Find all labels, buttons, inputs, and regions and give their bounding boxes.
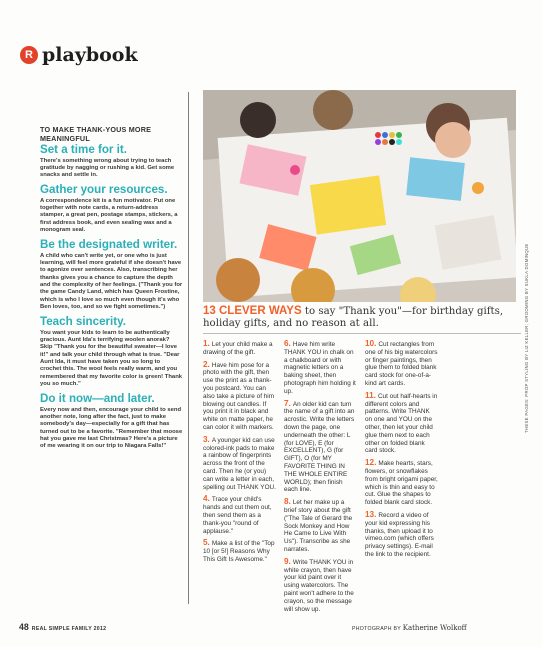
item-text: Have him write THANK YOU in chalk on a chalkboard or with magnetic letters on a baking sheet, then photograph him holding it up. <box>284 341 356 395</box>
tip-section <box>40 239 183 311</box>
item-number: 2. <box>203 359 210 369</box>
tip-title: Teach sincerity. <box>40 315 126 329</box>
item-number: 6. <box>284 339 291 348</box>
list-item <box>365 392 438 455</box>
item-number: 5. <box>203 538 210 548</box>
list-headline <box>203 305 521 330</box>
list-item <box>284 498 357 554</box>
section-header <box>20 42 138 68</box>
headline-rest: to say "Thank you"—for birthday gifts, holiday gifts, and no reason at all. <box>203 306 504 329</box>
photographer-name: Katherine Wolkoff <box>402 624 467 632</box>
item-text: Let her make up a brief story about the gift ("The Tale of Gerard the Sock Monkey and How He Came to Live With Us"). Transcribe as she narrates. <box>284 499 353 553</box>
list-item <box>203 361 276 432</box>
item-text: Trace your child's hands and cut them out, then send them as a thank-you "round of applause." <box>203 496 272 535</box>
sidebar-intro: TO MAKE THANK-YOUS MORE MEANINGFUL <box>40 125 152 143</box>
item-number: 3. <box>203 434 210 444</box>
side-credit: THESE PAGES: PROP STYLING BY LIZ KELLER; GROOMING BY SUKLA DOMINQUE <box>524 243 529 433</box>
item-number: 13. <box>365 509 377 519</box>
tip-section <box>40 393 183 450</box>
photo-illustration <box>203 90 516 302</box>
item-number: 11. <box>365 390 376 400</box>
ways-column-3 <box>365 340 438 563</box>
item-text: Have him pose for a photo with the gift, then use the print as a thank-you postcard. You can also take a picture of him blowing out candles. If you print it in black and white on matte paper, he can color it with markers. <box>203 361 275 431</box>
item-text: Make hearts, stars, flowers, or snowflakes from bright origami paper, which is thin and easy to cut. Glue the shapes to folded blank card stock. <box>365 460 438 507</box>
list-item <box>203 340 276 357</box>
item-text: Cut out half-hearts in different colors and patterns. Write THANK on one and YOU on the other, then let your child glue them next to each other on folded blank card stock. <box>365 392 438 455</box>
item-number: 7. <box>284 398 291 408</box>
item-text: Cut rectangles from one of his big watercolors or finger paintings, then glue them to folded blank card stock for one-of-a-kind art cards. <box>365 341 438 387</box>
headline-rule <box>203 333 521 334</box>
item-text: A younger kid can use colored-ink pads to make a rainbow of fingerprints across the front of the card. Then he (or you) can write a letter in each, spelling out THANK YOU. <box>203 436 276 491</box>
item-text: Write THANK YOU in white crayon, then have your kid paint over it using watercolors. The paint won't adhere to the crayon, so the message will show up. <box>284 558 354 613</box>
item-number: 4. <box>203 494 210 504</box>
list-item <box>365 340 438 388</box>
brand-logo-icon: R <box>20 46 38 64</box>
item-number: 8. <box>284 497 291 507</box>
tip-body: A correspondence kit is a fun motivator. Put one together with note cards, a return-address stamper, a great pen, postage stamps, stickers, a first address book, and even sealing wax and a monogram seal. <box>40 197 178 234</box>
magazine-name: REAL SIMPLE FAMILY 2012 <box>31 626 107 632</box>
column-divider <box>188 92 189 604</box>
ways-column-2 <box>284 340 357 617</box>
list-item <box>284 558 357 614</box>
item-number: 1. <box>203 339 210 348</box>
list-item <box>203 495 276 535</box>
tip-body: Every now and then, encourage your child to send another note, long after the fact, just to make somebody's day—especially for a gift that has turned out to be a favorite. "Remember that moose hat you gave me last Christmas? Here's a picture of me wearing it on our trip to Niagara Falls!" <box>40 406 183 450</box>
list-item <box>365 511 438 559</box>
tip-title: Do it now—and later. <box>40 392 155 406</box>
tip-title: Gather your resources. <box>40 183 168 197</box>
item-number: 12. <box>365 458 377 468</box>
page-number: 48 <box>19 622 29 632</box>
item-text: Let your child make a drawing of the gift. <box>203 341 273 356</box>
item-text: Make a list of the "Top 10 [or 5!] Reasons Why This Gift Is Awesome." <box>203 540 275 563</box>
headline-highlight: 13 CLEVER WAYS <box>203 305 302 317</box>
ways-column-1 <box>203 340 276 568</box>
tip-body: There's something wrong about trying to teach gratitude by nagging or rushing a kid. Get some snacks and settle in. <box>40 157 175 179</box>
tip-section <box>40 184 183 234</box>
list-item <box>365 459 438 507</box>
page-footer <box>19 622 106 632</box>
tip-section <box>40 316 183 388</box>
tip-body: A child who can't write yet, or one who is just learning, will feel more grateful if she doesn't have to agonize over sentences. Also, transcribing her thanks gives you a chance to capture the depth and the complexity of her feelings. ("Thank you for the game Candy Land, which has Queen Frostine, which is who I love so much even though it's who Ben loves, too, and so we fight sometimes.") <box>40 252 183 310</box>
sidebar-tips <box>40 126 183 455</box>
tip-body: You want your kids to learn to be authentically gracious. Aunt Ida's terrifying woolen anorak? Skip "Thank you for the beautiful sweater—I love it!" and talk your child through what is true. "Dear Aunt Ida, it must have taken you so long to crochet this. The wool feels really warm, and you remembered that my favorite color is green! Thank you so much." <box>40 329 183 387</box>
item-text: Record a video of your kid expressing his thanks, then upload it to vimeo.com (which offers privacy settings). E-mail the link to the recipient. <box>365 511 434 558</box>
photo-credit <box>352 624 467 632</box>
list-item <box>284 400 357 495</box>
section-title: playbook <box>42 44 138 66</box>
photo-credit-label: PHOTOGRAPH BY <box>352 626 401 632</box>
list-item <box>203 436 276 492</box>
item-number: 10. <box>365 339 377 348</box>
item-number: 9. <box>284 556 291 566</box>
item-text: An older kid can turn the name of a gift into an acrostic. Write the letters down the page, one underneath the other: L (for LOVE), E (for EXCELLENT), G (for GIFT), O (for MY FAVORITE THING IN THE WHOLE ENTIRE WORLD); then finish each line. <box>284 400 355 494</box>
list-item <box>203 539 276 563</box>
tip-title: Be the designated writer. <box>40 238 178 252</box>
craft-table-photo <box>203 90 516 302</box>
list-item <box>284 340 357 396</box>
tip-title: Set a time for it. <box>40 143 127 156</box>
tip-section <box>40 144 183 179</box>
